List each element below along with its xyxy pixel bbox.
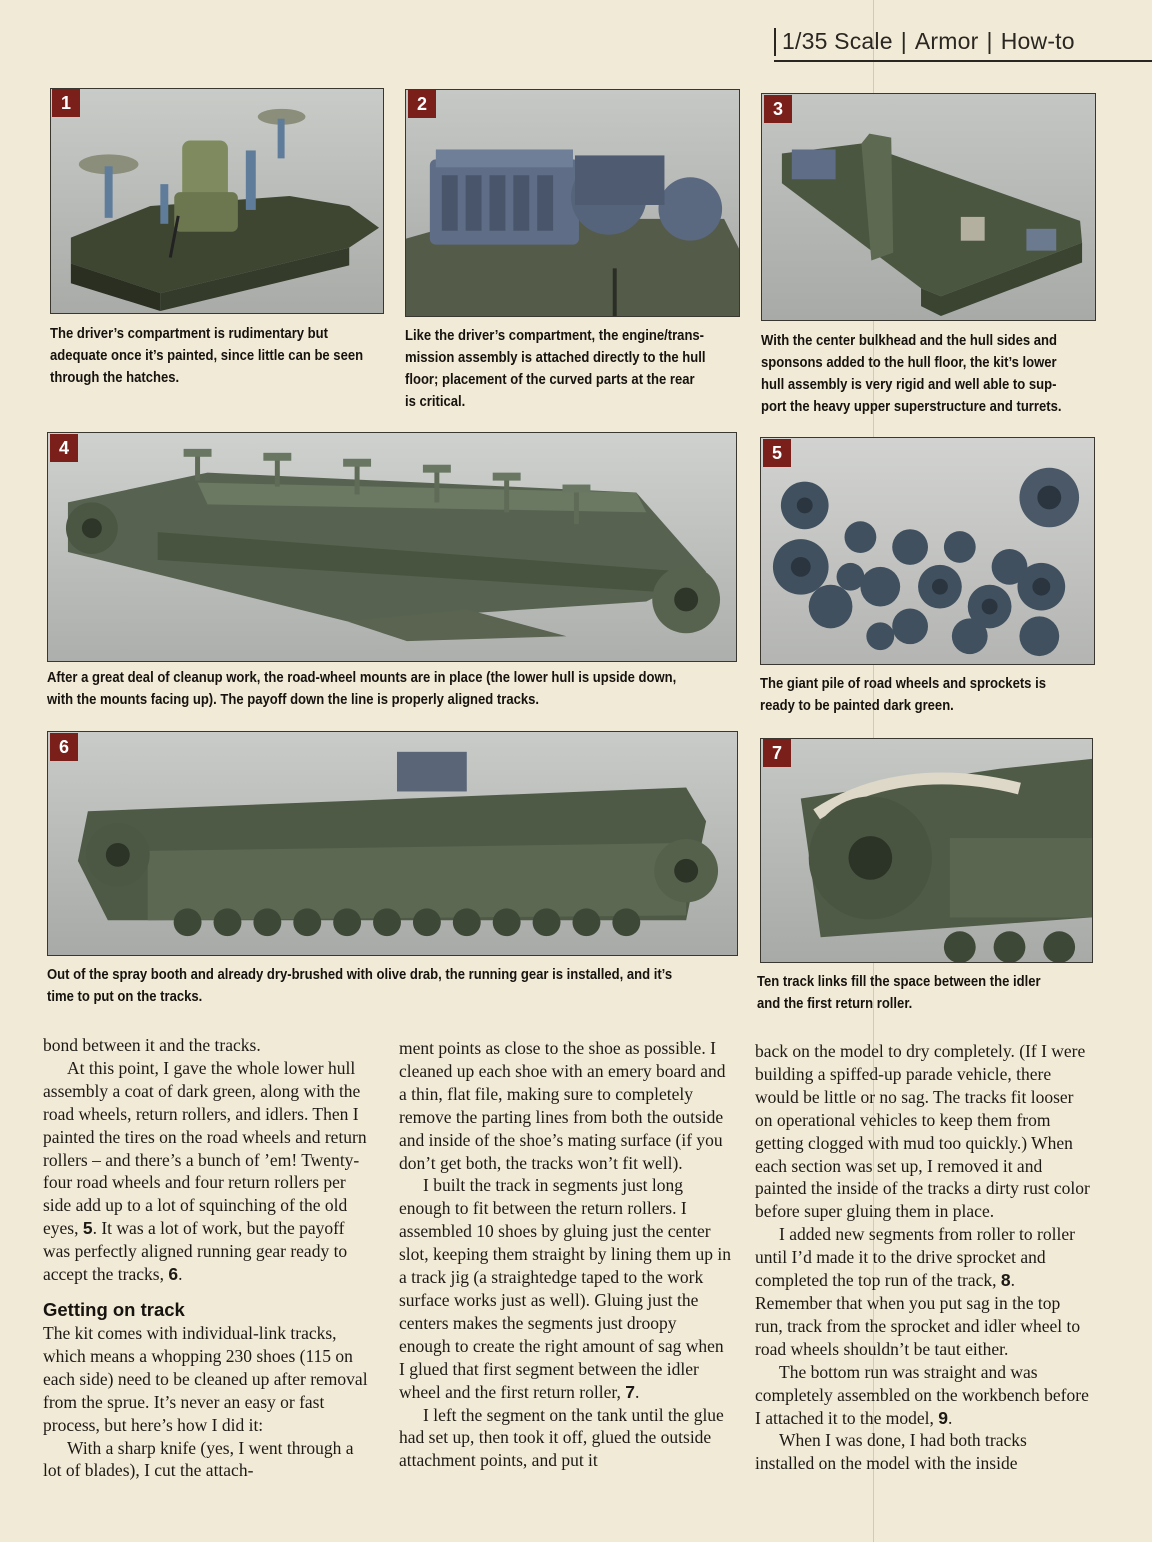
figure-3-caption: With the center bulkhead and the hull sides and sponsons added to the hull floor, the kit’s lower hull assembly is very rigid and well able to sup- port the heavy upper superstructure and turrets. <box>761 332 1062 415</box>
header-howto: How-to <box>1000 28 1075 54</box>
col3-paragraph-3: The bottom run was straight and was completely assembled on the workbench before I attached it to the model, 9. <box>755 1361 1089 1428</box>
figure-5-caption: The giant pile of road wheels and sprockets is ready to be painted dark green. <box>760 675 1046 714</box>
figure-number-4: 4 <box>50 434 78 462</box>
section-heading: Getting on track <box>43 1298 185 1320</box>
figure-ref-6: 6 <box>168 1264 179 1285</box>
col1-paragraph-3: The kit comes with individual-link tracks, which means a whopping 230 shoes (115 on each side) need to be cleaned up after removal from the sprue. It’s never an easy or fast process, but here’s how I did it: <box>43 1322 368 1435</box>
col2-paragraph-2: I built the track in segments just long enough to fit between the return rollers. I assembled 10 shoes by gluing just the center slot, keeping them straight by lining them up in a track jig (a straightedge taped to the work surface works just as well). Gluing just the centers makes the segments just droopy enough to create the right amount of sag when I glued that first segment between the idler wheel and the first return roller, 7. <box>399 1175 731 1402</box>
col2-paragraph-1: ment points as close to the shoe as possible. I cleaned up each shoe with an emery board and a thin, flat file, making sure to completely remove the parting lines from both the outside and inside of the shoe’s mating surface (if you don’t get both, the tracks won’t fit well). <box>399 1038 726 1173</box>
section-header: 1/35 Scale | Armor | How-to <box>774 28 1152 62</box>
photo-7 <box>760 738 1093 963</box>
column-1 <box>43 1034 376 1482</box>
figure-ref-8: 8 <box>1000 1270 1011 1291</box>
figure-number-5: 5 <box>763 439 791 467</box>
column-3 <box>755 1040 1090 1475</box>
figure-ref-5: 5 <box>82 1218 93 1239</box>
figure-1-caption: The driver’s compartment is rudimentary but adequate once it’s painted, since little can be seen through the hatches. <box>50 325 364 386</box>
photo-6 <box>47 731 738 956</box>
figure-2-caption: Like the driver’s compartment, the engine/trans- mission assembly is attached directly to the hull floor; placement of the curved parts at the rear is critical. <box>405 327 706 410</box>
figure-ref-7: 7 <box>625 1381 635 1402</box>
figure-number-6: 6 <box>50 733 78 761</box>
figure-number-7: 7 <box>763 739 791 767</box>
photo-1 <box>50 88 384 314</box>
header-bar <box>774 28 776 56</box>
photo-3 <box>761 93 1096 321</box>
col2-paragraph-3: I left the segment on the tank until the glue had set up, then took it off, glued the outside attachment points, and put it <box>399 1404 724 1471</box>
photo-5 <box>760 437 1095 665</box>
col3-paragraph-1: back on the model to dry completely. (If I were building a spiffed-up parade vehicle, there would be little or no sag. The tracks fit looser on operational vehicles to keep them from getting clogged with mud too quickly.) When each section was set up, I removed it and painted the inside of the tracks a dirty rust color before super gluing them in place. <box>755 1041 1090 1222</box>
col1-paragraph-1: bond between it and the tracks. <box>43 1035 261 1055</box>
figure-7-caption: Ten track links fill the space between the idler and the first return roller. <box>757 973 1041 1012</box>
header-scale: 1/35 Scale <box>782 28 893 54</box>
figure-number-2: 2 <box>408 90 436 118</box>
photo-4 <box>47 432 737 662</box>
figure-number-3: 3 <box>764 95 792 123</box>
figure-number-1: 1 <box>52 89 80 117</box>
figure-4-caption: After a great deal of cleanup work, the road-wheel mounts are in place (the lower hull is upside down, with the mounts facing up). The payoff down the line is properly aligned tracks. <box>47 669 677 708</box>
col1-paragraph-2: At this point, I gave the whole lower hull assembly a coat of dark green, along with the road wheels, return rollers, and idlers. Then I painted the tires on the road wheels and return rollers – and there’s a bunch of ’em! Twenty-four road wheels and four return rollers per side add up to a lot of squinching of the old eyes, 5. It was a lot of work, but the payoff was perfectly aligned running gear ready to accept the tracks, 6. <box>43 1057 367 1285</box>
col3-paragraph-2: I added new segments from roller to roller until I’d made it to the drive sprocket and completed the top run of the track, 8. Remember that when you put sag in the top run, track from the sprocket and idler wheel to road wheels shouldn’t be taut either. <box>755 1224 1081 1359</box>
figure-6-caption: Out of the spray booth and already dry-brushed with olive drab, the running gear is installed, and it’s time to put on the tracks. <box>47 966 673 1005</box>
col1-paragraph-4: With a sharp knife (yes, I went through a lot of blades), I cut the attach- <box>43 1437 354 1481</box>
column-2 <box>399 1037 732 1472</box>
photo-2 <box>405 89 740 317</box>
col3-paragraph-4: When I was done, I had both tracks installed on the model with the inside <box>755 1430 1027 1474</box>
figure-ref-9: 9 <box>938 1407 948 1428</box>
header-armor: Armor <box>914 28 979 54</box>
